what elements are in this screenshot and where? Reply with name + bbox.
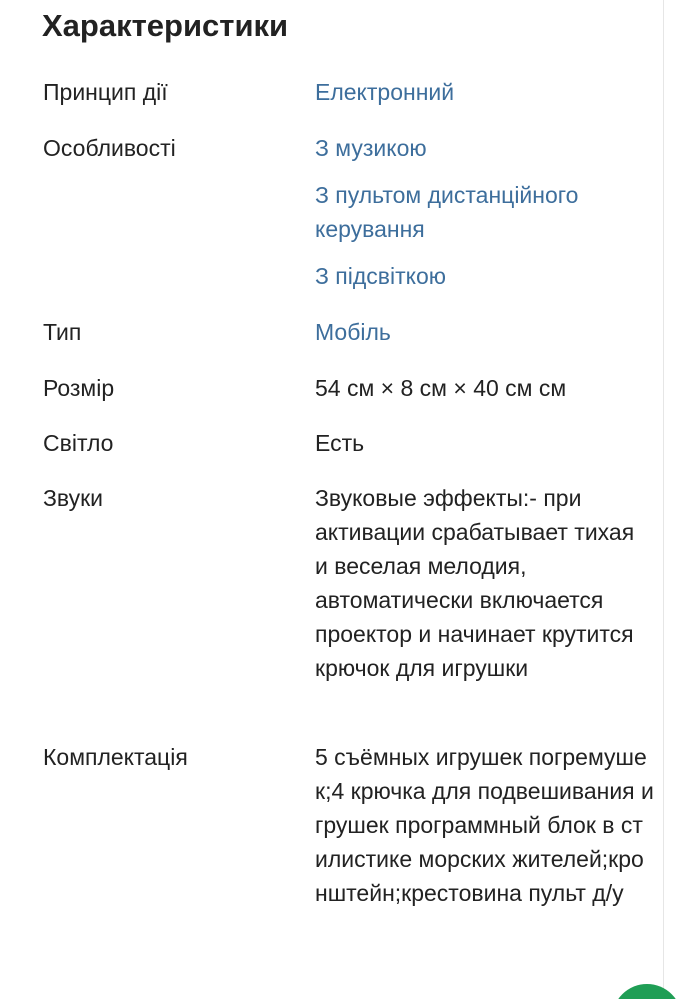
spec-label: Особливості <box>43 135 176 161</box>
spec-value: 54 см × 8 см × 40 см см <box>315 375 567 401</box>
spec-value-link[interactable]: З підсвіткою <box>315 263 446 289</box>
spec-label: Тип <box>43 319 82 345</box>
spec-value: Есть <box>315 430 365 456</box>
spec-label: Розмір <box>43 375 115 401</box>
spec-value <box>315 75 660 109</box>
spec-label: Звуки <box>43 485 104 511</box>
spec-value-link[interactable]: З музикою <box>315 135 427 161</box>
spec-label: Світло <box>43 430 114 456</box>
spec-value: 5 съёмных игрушек погремушек;4 крючка для подвешивания игрушек программный блок в стилистике морских жителей;кронштейн;крестовина пульт д/у <box>315 744 654 906</box>
spec-value <box>315 131 660 293</box>
spec-label: Принцип дії <box>43 79 168 105</box>
spec-value: Звуковые эффекты:- при активации срабатывает тихая и веселая мелодия, автоматически включается проектор и начинает крутится крючок для игрушки <box>315 485 635 681</box>
page-edge-divider <box>663 0 664 999</box>
spec-value-link[interactable]: З пультом дистанційного керування <box>315 182 579 242</box>
spec-value <box>315 315 660 349</box>
section-title: Характеристики <box>42 8 289 43</box>
spec-value-link[interactable]: Електронний <box>315 79 455 105</box>
spec-label: Комплектація <box>43 744 188 770</box>
spec-value-link[interactable]: Мобіль <box>315 319 391 345</box>
floating-action-button[interactable] <box>612 984 682 999</box>
